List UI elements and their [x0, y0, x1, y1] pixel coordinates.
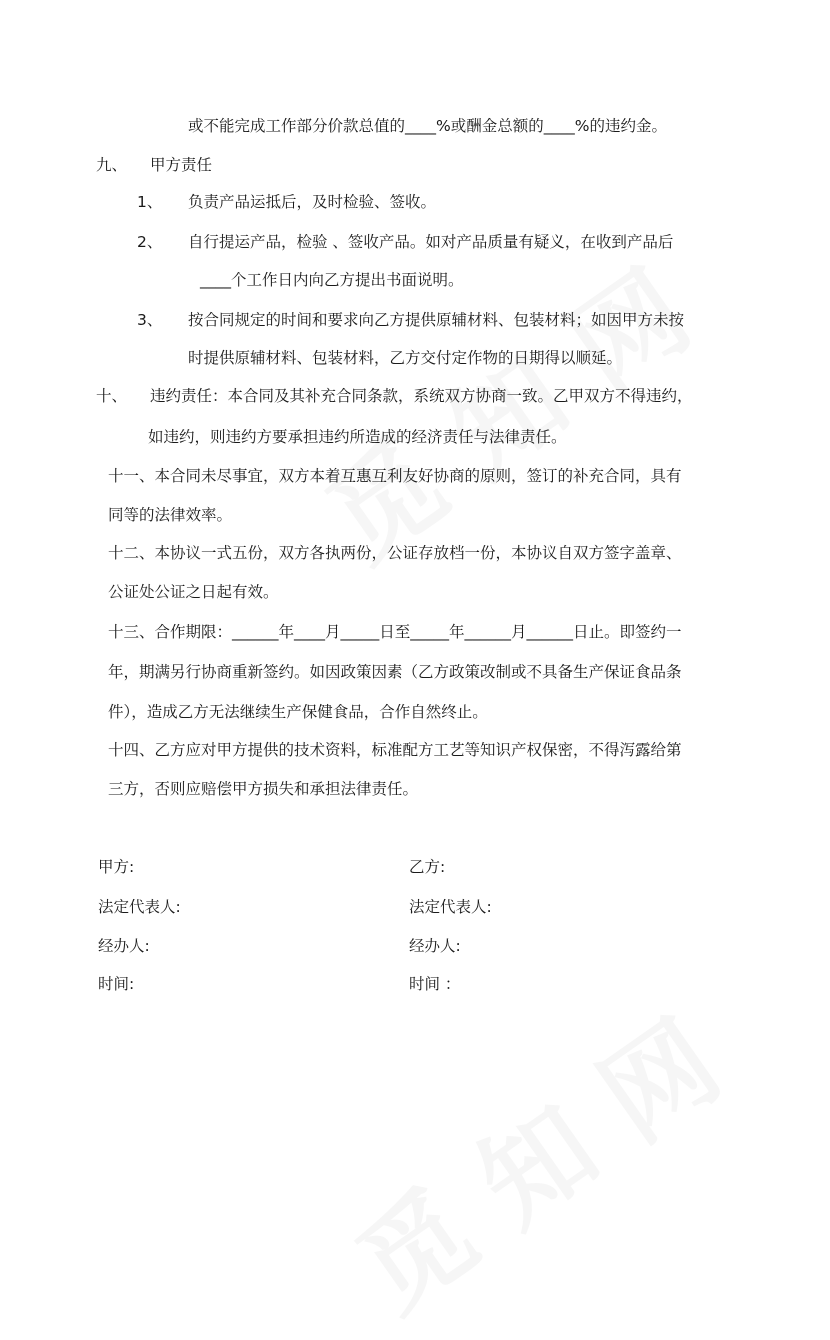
section-9-number: 九、 [96, 156, 128, 174]
party-a-time: 时间: [98, 975, 135, 993]
item-1-text: 负责产品运抵后，及时检验、签收。 [188, 193, 437, 211]
section-11-text: 十一、本合同未尽事宜，双方本着互惠互利友好协商的原则，签订的补充合同，具有 [108, 467, 682, 485]
watermark [321, 978, 745, 1340]
party-b-rep: 法定代表人: [409, 898, 492, 916]
party-a-label: 甲方: [98, 858, 135, 876]
continuation-line: 或不能完成工作部分价款总值的____%或酬金总额的____%的违约金。 [188, 117, 667, 135]
item-3-text: 按合同规定的时间和要求向乙方提供原辅材料、包装材料；如因甲方未按 [188, 311, 685, 329]
item-1-number: 1、 [137, 193, 163, 211]
item-3-text-cont: 时提供原辅材料、包装材料，乙方交付定作物的日期得以顺延。 [188, 349, 623, 367]
item-2-text-cont: ____个工作日内向乙方提出书面说明。 [200, 271, 464, 289]
section-14-text: 十四、乙方应对甲方提供的技术资料，标准配方工艺等知识产权保密，不得泻露给第 [108, 741, 682, 759]
party-a-rep: 法定代表人: [98, 898, 181, 916]
section-10-number: 十、 [96, 387, 128, 405]
party-b-agent: 经办人: [409, 937, 461, 955]
section-14-text-cont: 三方，否则应赔偿甲方损失和承担法律责任。 [108, 780, 419, 798]
item-2-number: 2、 [137, 233, 163, 251]
section-13-text-cont: 年，期满另行协商重新签约。如因政策因素（乙方政策改制或不具备生产保证食品条 [108, 663, 682, 681]
section-13-text: 十三、合作期限：______年____月_____日至_____年______月______日止。即签约一 [108, 623, 682, 641]
section-11-text-cont: 同等的法律效率。 [108, 506, 233, 524]
item-2-text: 自行提运产品，检验 、签收产品。如对产品质量有疑义，在收到产品后 [188, 233, 674, 251]
party-b-label: 乙方: [409, 858, 446, 876]
section-13-text-cont2: 件），造成乙方无法继续生产保健食品，合作自然终止。 [108, 703, 488, 721]
section-9-title: 甲方责任 [150, 156, 213, 174]
section-10-text-cont: 如违约，则违约方要承担违约所造成的经济责任与法律责任。 [148, 428, 567, 446]
item-3-number: 3、 [137, 311, 163, 329]
section-12-text: 十二、本协议一式五份，双方各执两份，公证存放档一份，本协议自双方签字盖章、 [108, 544, 682, 562]
section-12-text-cont: 公证处公证之日起有效。 [108, 583, 279, 601]
party-a-agent: 经办人: [98, 937, 150, 955]
party-b-time: 时间 ： [409, 975, 461, 993]
section-10-text: 违约责任：本合同及其补充合同条款，系统双方协商一致。乙甲双方不得违约， [150, 387, 693, 405]
